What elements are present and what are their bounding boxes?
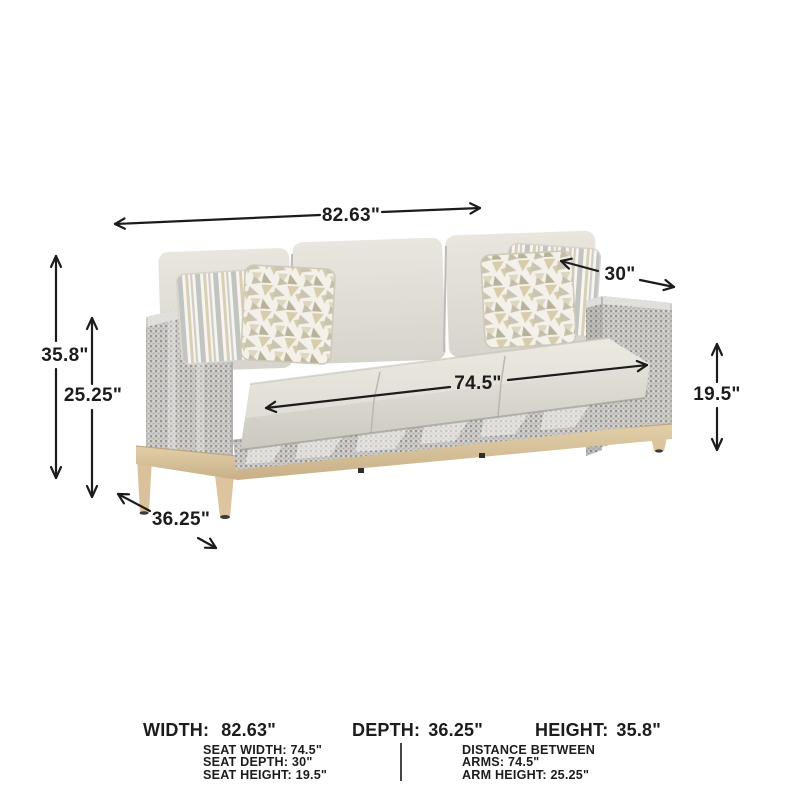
dim-label-seat-depth: 30" [604, 264, 636, 285]
arm-height-line: ARM HEIGHT: 25.25" [462, 767, 590, 782]
dim-label-width: 82.63" [321, 205, 381, 226]
seat-depth-line: SEAT DEPTH: 30" [203, 755, 313, 770]
distance-between-line: DISTANCE BETWEEN [462, 743, 596, 757]
dim-label-arm-height: 25.25" [63, 385, 123, 406]
dim-label-seat-height: 19.5" [693, 384, 741, 405]
summary-depth-label: DEPTH: [352, 720, 421, 740]
dim-label-seat-width: 74.5" [454, 373, 502, 394]
summary-width-label: WIDTH: [143, 720, 210, 740]
summary-divider [400, 743, 402, 781]
summary-depth-value: 36.25" [428, 720, 483, 740]
seat-width-line: SEAT WIDTH: 74.5" [203, 743, 322, 757]
arrow-height [51, 256, 61, 478]
summary-width [143, 720, 276, 741]
sofa-illustration [136, 230, 672, 519]
dim-label-height: 35.8" [41, 345, 89, 366]
summary-width-value: 82.63" [221, 720, 276, 740]
arrow-width [115, 203, 480, 228]
summary-depth [352, 720, 483, 741]
dim-label-depth: 36.25" [151, 509, 211, 530]
pillow-geometric-left [241, 265, 336, 365]
arms-line: ARMS: 74.5" [462, 755, 540, 770]
summary-height-value: 35.8" [616, 720, 661, 740]
summary-seat-details [203, 744, 327, 781]
summary-height-label: HEIGHT: [535, 720, 609, 740]
pillow-geometric-right [481, 251, 577, 349]
summary-arm-details [462, 744, 595, 781]
summary-height [535, 720, 661, 741]
seat-height-line: SEAT HEIGHT: 19.5" [203, 767, 328, 782]
